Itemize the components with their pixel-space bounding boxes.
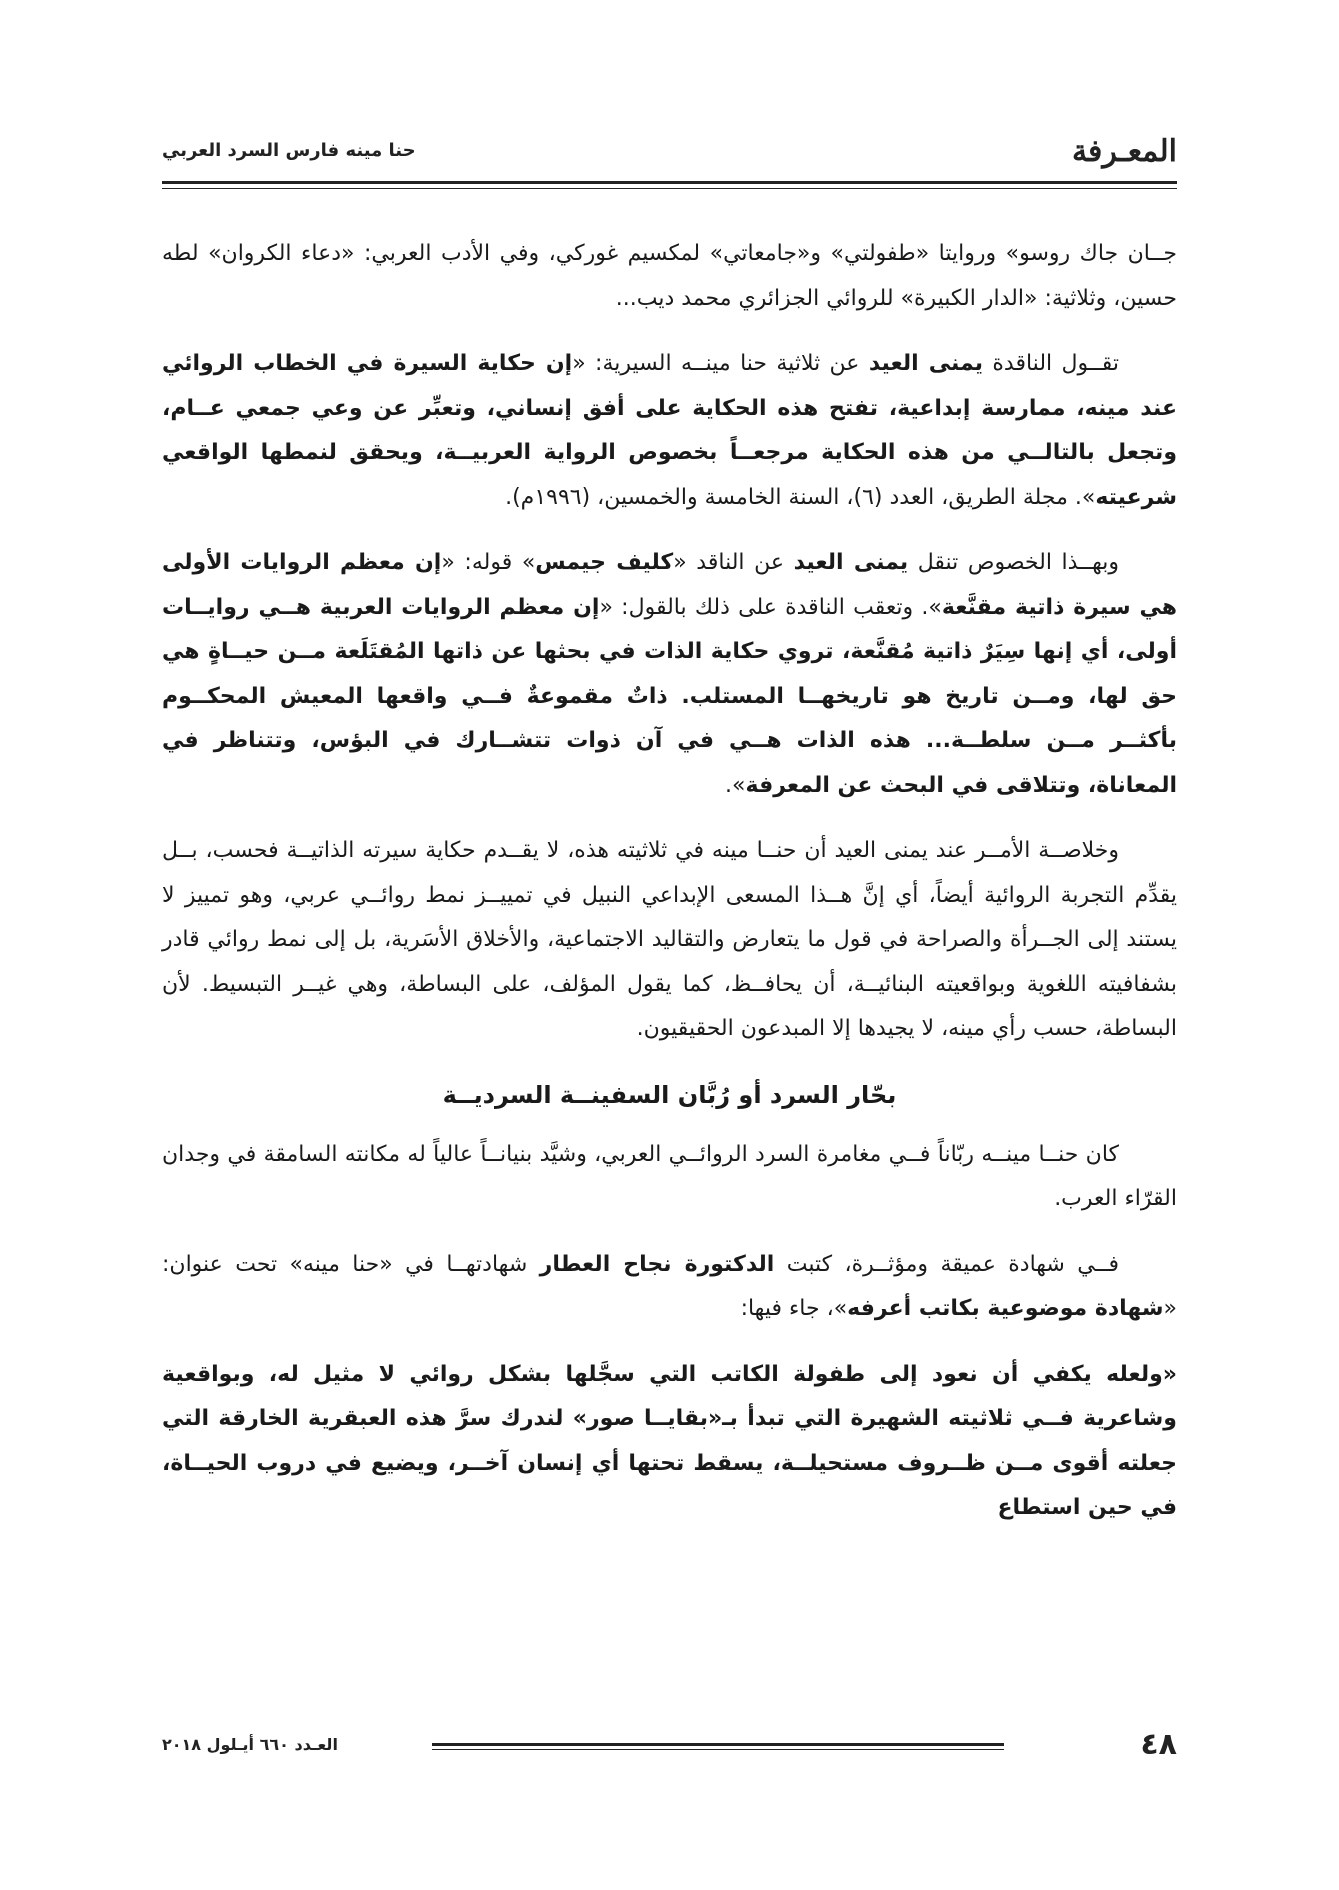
magazine-logo: المعـرفة <box>1071 134 1177 169</box>
section-heading: بحّار السرد أو رُبَّان السفينــة السرديــة <box>442 1080 897 1109</box>
paragraph-7 <box>162 1353 1177 1531</box>
running-title: حنا مينه فارس السرد العربي <box>162 140 416 161</box>
critic-name-2: كليف جيمس <box>535 550 674 575</box>
paragraph-4: وخلاصــة الأمــر عند يمنى العيد أن حنــا مينه في ثلاثيته هذه، لا يقــدم حكاية سيرته الذاتيــة فحسب، بــل يقدِّم التجربة الروائية أيضاً، أي إنَّ هــذا المسعى الإبداعي النبيل في تمييــز نمط روائــي عربي، وهو تمييز لا يستند إلى الجــرأة والصراحة في قول ما يتعارض والتقاليد الاجتماعية، والأخلاق الأسَرية، بل إلى نمط روائي قادر بشفافيته اللغوية وبواقعيته البنائيــة، أن يحافــظ، كما يقول المؤلف، على البساطة، وهي غيــر التبسيط. لأن البساطة، حسب رأي مينه، لا يجيدها إلا المبدعون الحقيقيون. <box>162 838 1177 1041</box>
paragraph-1: جــان جاك روسو» وروايتا «طفولتي» و«جامعاتي» لمكسيم غوركي، وفي الأدب العربي: «دعاء الكروان» لطه حسين، وثلاثية: «الدار الكبيرة» للروائي الجزائري محمد ديب... <box>162 241 1177 311</box>
quote-bold: إن حكاية السيرة في الخطاب الروائي عند مينه، ممارسة إبداعية، تفتح هذه الحكاية على أفق إنساني، وتعبِّر عن وعي جمعي عــام، وتجعل بالتالــي من هذه الحكاية مرجعــاً بخصوص الرواية العربيــة، ويحقق لنمطها الواقعي شرعيته <box>162 351 1177 510</box>
quote-bold: إن معظم الروايات الأولى هي سيرة ذاتية مقنَّعة <box>162 550 1177 620</box>
footer-rule <box>432 1743 1004 1746</box>
page-number: ٤٨ <box>1140 1727 1177 1762</box>
paragraph-6: فــي شهادة عميقة ومؤثــرة، كتبت الدكتورة نجاح العطار شهادتهــا في «حنا مينه» تحت عنوان: «شهادة موضوعية بكاتب أعرفه»، جاء فيها: <box>162 1251 1177 1321</box>
article-body <box>162 232 1177 1552</box>
paragraph-5: كان حنــا مينــه ربّاناً فــي مغامرة السرد الروائــي العربي، وشيَّد بنيانــاً عالياً له مكانته السامقة في وجدان القرّاء العرب. <box>162 1141 1177 1211</box>
issue-info: العـدد ٦٦٠ أيـلول ٢٠١٨ <box>162 1735 338 1754</box>
author-name: الدكتورة نجاح العطار <box>539 1251 775 1277</box>
paragraph-2: تقــول الناقدة يمنى العيد عن ثلاثية حنا مينــه السيرية: «إن حكاية السيرة في الخطاب الروائي عند مينه، ممارسة إبداعية، تفتح هذه الحكاية على أفق إنساني، وتعبِّر عن وعي جمعي عــام، وتجعل بالتالــي من هذه الحكاية مرجعــاً بخصوص الرواية العربيــة، ويحقق لنمطها الواقعي شرعيته». مجلة الطريق، العدد (٦)، السنة الخامسة والخمسين، (١٩٩٦م). <box>162 351 1177 510</box>
testimony-title: شهادة موضوعية بكاتب أعرفه <box>847 1296 1164 1321</box>
page-header <box>162 128 1177 178</box>
header-rule <box>162 181 1177 184</box>
paragraph-3: وبهــذا الخصوص تنقل يمنى العيد عن الناقد «كليف جيمس» قوله: «إن معظم الروايات الأولى هي سيرة ذاتية مقنَّعة». وتعقب الناقدة على ذلك بالقول: «إن معظم الروايات العربية هــي روايــات أولى، أي إنها سِيَرٌ ذاتية مُقنَّعة، تروي حكاية الذات في بحثها عن ذاتها المُقتَلَعة مــن حيــاةٍ هي حق لها، ومــن تاريخ هو تاريخهــا المستلب. ذاتٌ مقموعةٌ فــي واقعها المعيش المحكــوم بأكثــر مــن سلطــة... هذه الذات هــي في آن ذوات تتشــارك في البؤس، وتتناظر في المعاناة، وتتلاقى في البحث عن المعرفة». <box>162 550 1177 798</box>
footer-rule-thin <box>432 1749 1004 1750</box>
quote-bold-long: إن معظم الروايات العربية هــي روايــات أولى، أي إنها سِيَرٌ ذاتية مُقنَّعة، تروي حكاية الذات في بحثها عن ذاتها المُقتَلَعة مــن حيــاةٍ هي حق لها، ومــن تاريخ هو تاريخهــا المستلب. ذاتٌ مقموعةٌ فــي واقعها المعيش المحكــوم بأكثــر مــن سلطــة... هذه الذات هــي في آن ذوات تتشــارك في البؤس، وتتناظر في المعاناة، وتتلاقى في البحث عن المعرفة <box>162 594 1177 798</box>
critic-name: يمنى العيد <box>868 351 984 376</box>
critic-name: يمنى العيد <box>793 550 909 575</box>
header-rule-thin <box>162 188 1177 189</box>
quote-bold: «ولعله يكفي أن نعود إلى طفولة الكاتب التي سجَّلها بشكل روائي لا مثيل له، وبواقعية وشاعرية فــي ثلاثيته الشهيرة التي تبدأ بـ«بقايــا صور» لندرك سرَّ هذه العبقرية الخارقة التي جعلته أقوى مــن ظــروف مستحيلــة، يسقط تحتها أي إنسان آخــر، ويضيع في دروب الحيــاة، في حين استطاع <box>162 1361 1177 1520</box>
